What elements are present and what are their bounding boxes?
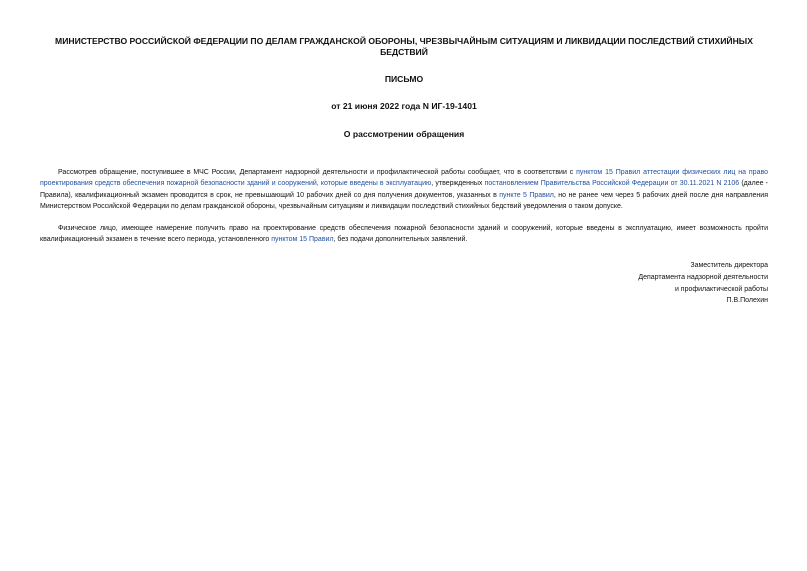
paragraph-2-text-1: Физическое лицо, имеющее намерение получить право на проектирование средств обеспечения пожарной безопасности зданий и сооружений, которые введены в эксплуатацию, имеет возможность пройти квалификационный экзамен в течение всего периода, установленного bbox=[40, 225, 768, 244]
paragraph-1-text-3: (далее - Правила), квалификационный экзамен проводится в срок, не превышающий 10 рабочих дней со дня получения документов, указанных в bbox=[40, 180, 769, 199]
signatory-department-line-2: и профилактической работы bbox=[674, 285, 768, 293]
document-subject: О рассмотрении обращения bbox=[343, 129, 465, 139]
issuing-authority: МИНИСТЕРСТВО РОССИЙСКОЙ ФЕДЕРАЦИИ ПО ДЕЛАМ ГРАЖДАНСКОЙ ОБОРОНЫ, ЧРЕЗВЫЧАЙНЫМ СИТУАЦИЯМ И ЛИКВИДАЦИИ ПОСЛЕДСТВИЙ СТИХИЙНЫХ БЕДСТВИЙ bbox=[55, 36, 753, 57]
paragraph-1 bbox=[40, 167, 768, 212]
paragraph-1-text-1: Рассмотрев обращение, поступившее в МЧС России, Департамент надзорной деятельности и профилактической работы сообщает, что в соответствии с bbox=[58, 169, 577, 176]
signature-block bbox=[638, 260, 768, 307]
link-government-decree[interactable]: постановлением Правительства Российской Федерации от 30.11.2021 N 2106 bbox=[484, 180, 740, 188]
paragraph-1-text-2: , утвержденных bbox=[431, 180, 485, 188]
link-rules-point-15-second[interactable]: пунктом 15 Правил bbox=[271, 236, 334, 244]
document-type: ПИСЬМО bbox=[384, 74, 424, 84]
document-date-number: от 21 июня 2022 года N ИГ-19-1401 bbox=[331, 101, 477, 111]
link-rules-point-15[interactable]: пунктом 15 Правил аттестации физических лиц на право проектирования средств обеспечения пожарной безопасности зданий и сооружений, которые введены в эксплуатацию bbox=[40, 169, 768, 188]
signatory-name: П.В.Полехин bbox=[726, 297, 768, 305]
paragraph-1-text-4: , но не ранее чем через 5 рабочих дней после дня направления Министерством Российской Федерации по делам гражданской обороны, чрезвычайным ситуациям и ликвидации последствий стихийных бедствий уведомления о таком допуске. bbox=[40, 191, 768, 210]
document-page bbox=[40, 36, 769, 305]
link-rules-point-5[interactable]: пункте 5 Правил bbox=[499, 191, 554, 199]
paragraph-2 bbox=[40, 223, 768, 246]
signatory-department-line-1: Департамента надзорной деятельности bbox=[638, 273, 768, 281]
document-body bbox=[40, 167, 768, 246]
signatory-position: Заместитель директора bbox=[690, 262, 768, 269]
paragraph-2-text-2: , без подачи дополнительных заявлений. bbox=[333, 236, 468, 244]
